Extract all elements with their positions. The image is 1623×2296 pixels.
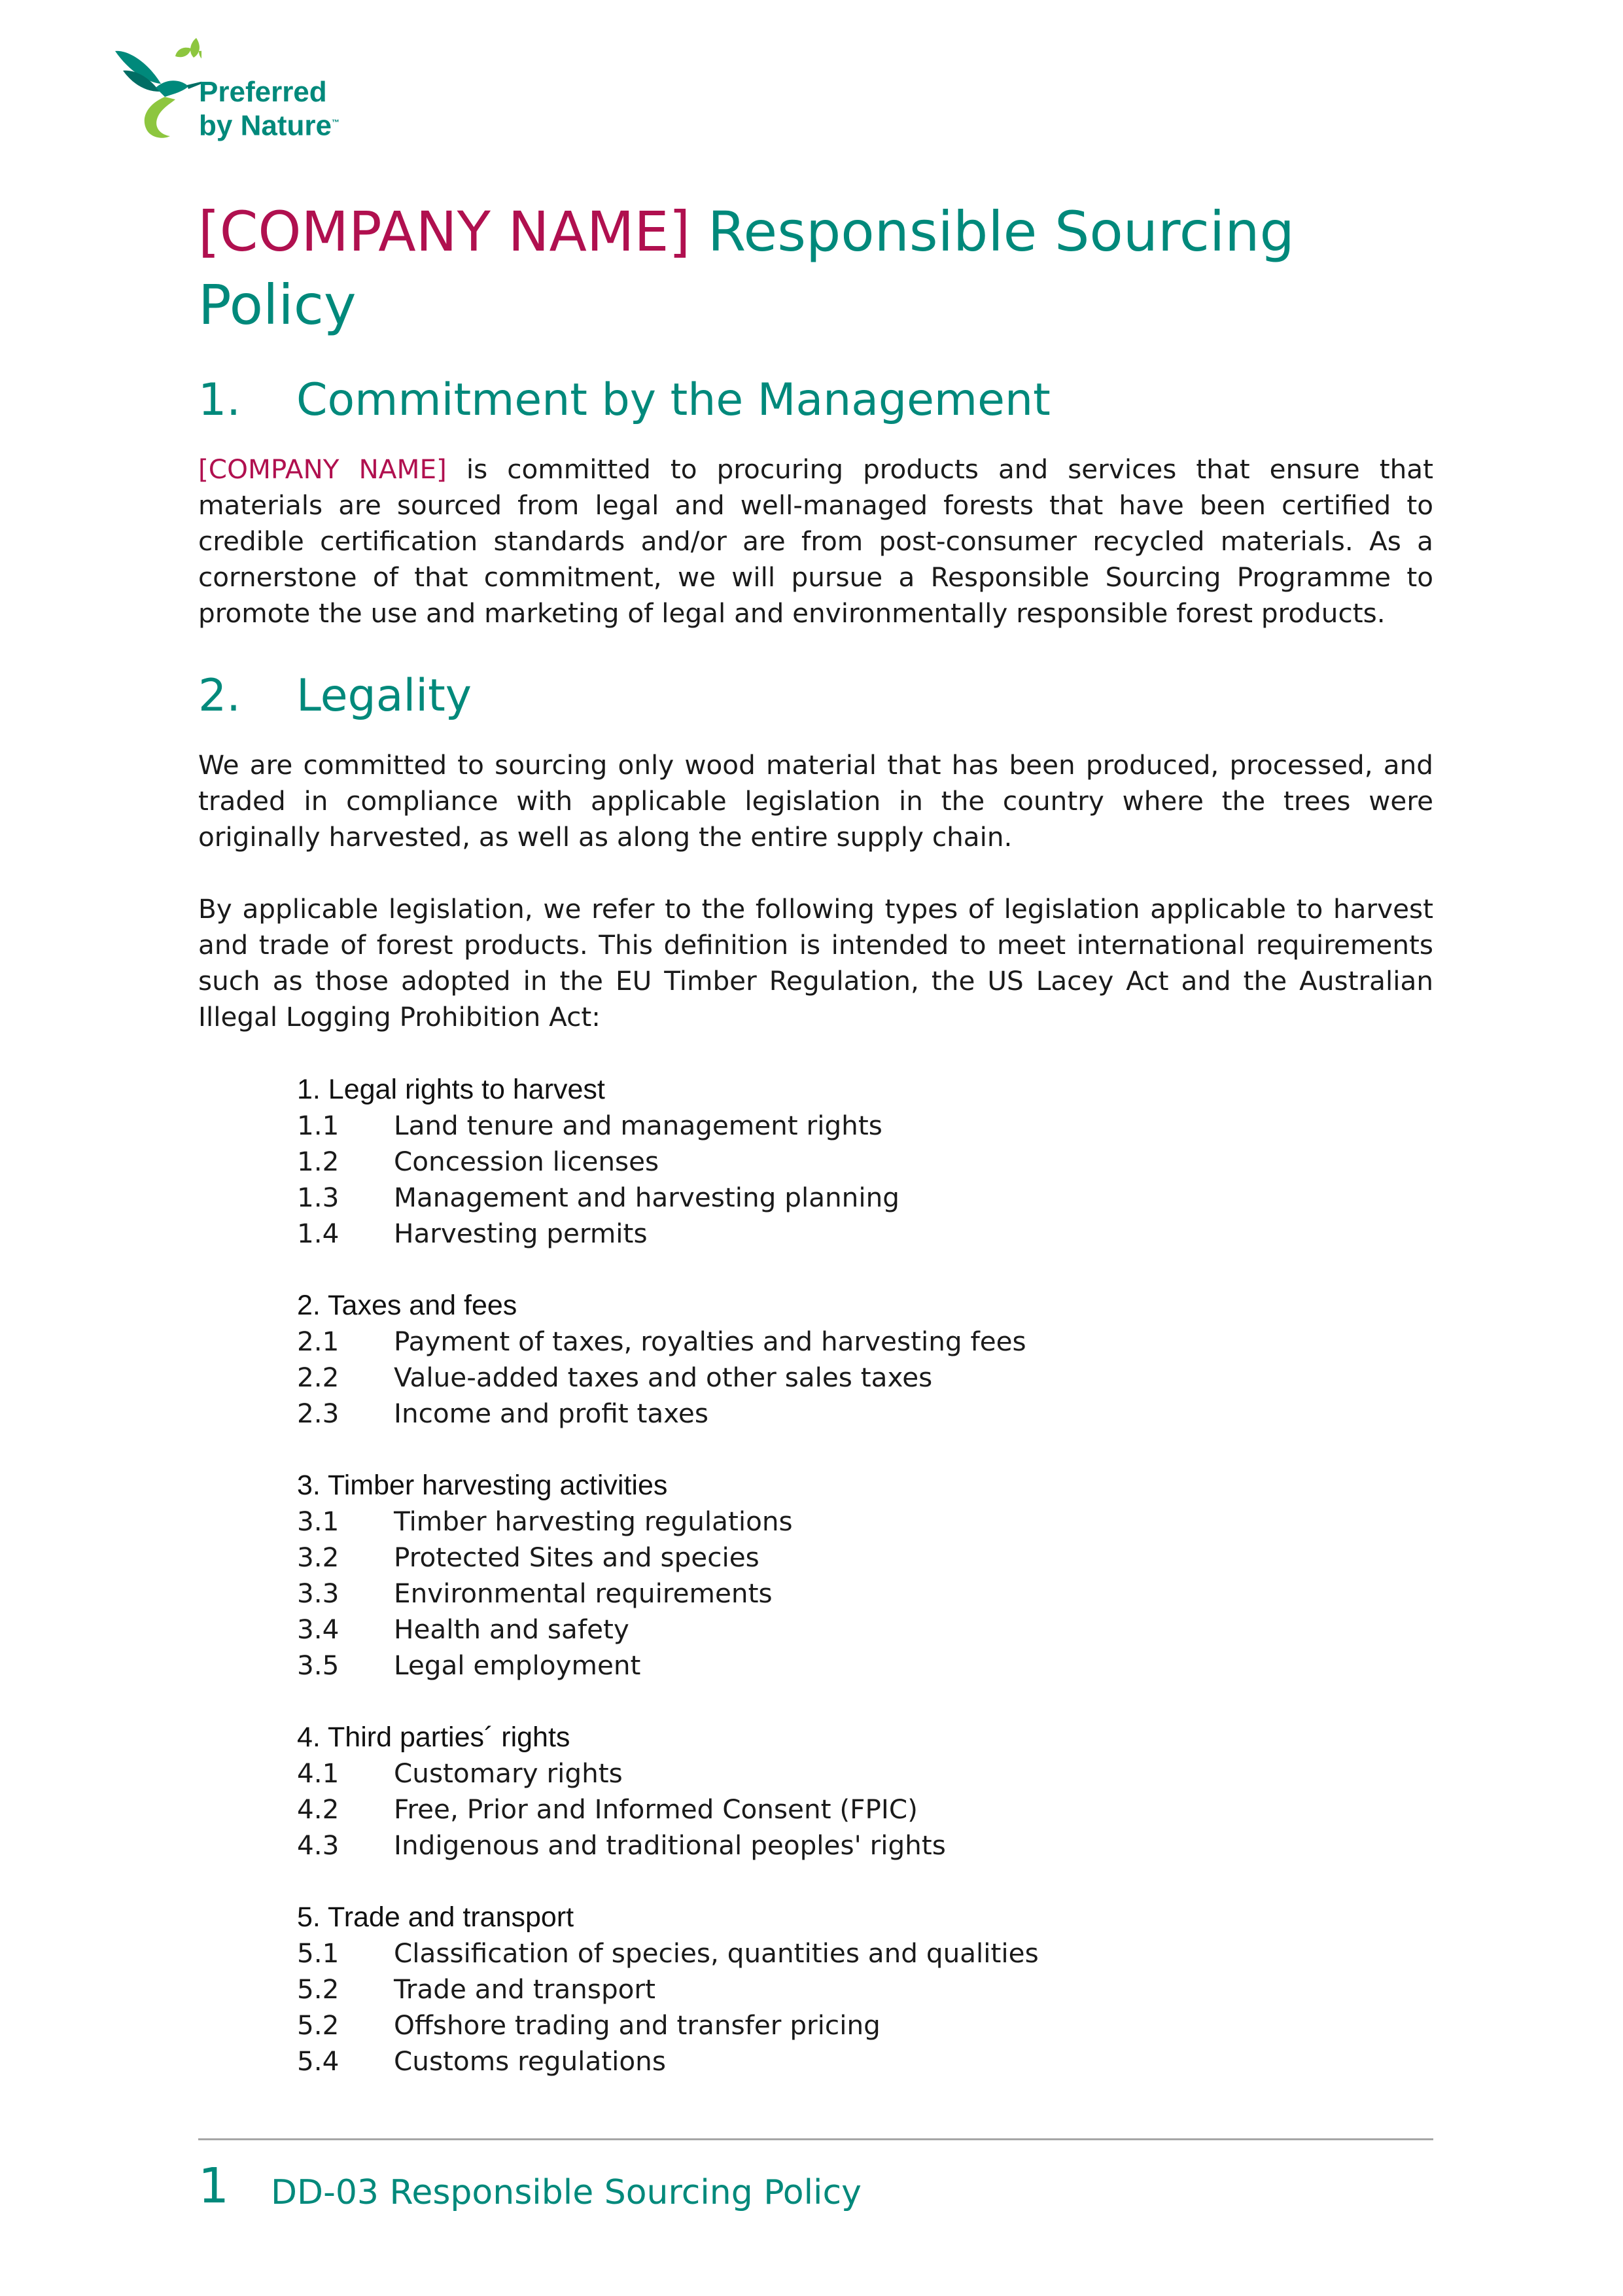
- legislation-group: [297, 1072, 1409, 1252]
- list-item: [297, 1324, 1409, 1360]
- section-heading-legality: [198, 670, 472, 722]
- legislation-group: [297, 1899, 1409, 2079]
- item-text: Land tenure and management rights: [394, 1110, 882, 1141]
- list-item: [297, 1828, 1409, 1863]
- list-item: [297, 1756, 1409, 1792]
- item-number: 4.3: [297, 1829, 340, 1861]
- item-number: 4.2: [297, 1793, 340, 1825]
- legislation-group: [297, 1288, 1409, 1432]
- footer-divider: [198, 2138, 1433, 2140]
- item-text: Offshore trading and transfer pricing: [394, 2009, 881, 2041]
- item-number: 2.3: [297, 1398, 340, 1429]
- item-number: 3.1: [297, 1506, 340, 1537]
- section-title: Commitment by the Management: [296, 374, 1051, 426]
- item-text: Customs regulations: [394, 2045, 666, 2077]
- list-item: [297, 1144, 1409, 1180]
- title-company-placeholder: [COMPANY NAME]: [198, 200, 691, 264]
- group-title: 3. Timber harvesting activities: [297, 1470, 668, 1501]
- item-text: Value-added taxes and other sales taxes: [394, 1362, 933, 1393]
- item-number: 1.1: [297, 1110, 340, 1141]
- section-number: 1.: [198, 374, 241, 426]
- list-item: [297, 1108, 1409, 1144]
- item-text: Payment of taxes, royalties and harvesting fees: [394, 1326, 1026, 1357]
- item-number: 2.2: [297, 1362, 340, 1393]
- item-number: 3.2: [297, 1542, 340, 1573]
- trademark-mark: ™: [331, 118, 340, 127]
- group-title: 5. Trade and transport: [297, 1901, 574, 1933]
- list-item: [297, 1180, 1409, 1216]
- legislation-group: [297, 1468, 1409, 1684]
- preferred-by-nature-logo: [110, 31, 358, 149]
- legislation-group: [297, 1720, 1409, 1863]
- list-item: [297, 1792, 1409, 1828]
- item-number: 1.4: [297, 1218, 340, 1249]
- list-item: [297, 1504, 1409, 1540]
- group-title: 2. Taxes and fees: [297, 1290, 517, 1321]
- logo-wordmark: [199, 77, 340, 141]
- item-text: Income and profit taxes: [394, 1398, 708, 1429]
- item-text: Free, Prior and Informed Consent (FPIC): [394, 1793, 918, 1825]
- item-text: Concession licenses: [394, 1146, 659, 1177]
- list-item: [297, 1576, 1409, 1612]
- commitment-paragraph: [198, 451, 1433, 631]
- legality-paragraph-1: We are committed to sourcing only wood material that has been produced, processed, and traded in compliance with applicable legislation in the country where the trees were originally harvested, as well as along the entire supply chain.: [198, 749, 1433, 853]
- list-item: [297, 1216, 1409, 1252]
- item-number: 5.2: [297, 1973, 340, 2005]
- item-text: Harvesting permits: [394, 1218, 648, 1249]
- item-number: 3.4: [297, 1614, 340, 1645]
- item-number: 2.1: [297, 1326, 340, 1357]
- item-number: 1.3: [297, 1182, 340, 1213]
- item-number: 4.1: [297, 1757, 340, 1789]
- item-text: Customary rights: [394, 1757, 623, 1789]
- item-text: Environmental requirements: [394, 1578, 773, 1609]
- list-item: [297, 1648, 1409, 1684]
- section-title: Legality: [296, 670, 472, 722]
- group-title: 4. Third parties´ rights: [297, 1722, 570, 1753]
- list-item: [297, 1612, 1409, 1648]
- legality-paragraph-2: By applicable legislation, we refer to the following types of legislation applicable to harvest and trade of forest products. This definition is intended to meet international requirements such as those adopted in the EU Timber Regulation, the US Lacey Act and the Australian Illegal Logging Prohibition Act:: [198, 893, 1433, 1033]
- item-text: Health and safety: [394, 1614, 629, 1645]
- title-text: Responsible Sourcing Policy: [198, 200, 1295, 337]
- item-number: 3.3: [297, 1578, 340, 1609]
- item-text: Indigenous and traditional peoples' rights: [394, 1829, 946, 1861]
- item-number: 5.4: [297, 2045, 340, 2077]
- company-placeholder: [COMPANY NAME]: [198, 453, 447, 485]
- logo-line-1: Preferred: [199, 76, 327, 108]
- hummingbird-icon: [110, 31, 201, 149]
- item-number: 3.5: [297, 1650, 340, 1681]
- list-item: [297, 1396, 1409, 1432]
- item-text: Protected Sites and species: [394, 1542, 759, 1573]
- item-number: 5.1: [297, 1937, 340, 1969]
- section-number: 2.: [198, 670, 241, 722]
- list-item: [297, 1360, 1409, 1396]
- list-item: [297, 2043, 1409, 2079]
- item-text: Trade and transport: [394, 1973, 655, 2005]
- legislation-list: [297, 1072, 1409, 2115]
- list-item: [297, 1935, 1409, 1971]
- item-text: Timber harvesting regulations: [394, 1506, 793, 1537]
- item-number: 1.2: [297, 1146, 340, 1177]
- page-title: [198, 195, 1441, 342]
- item-text: Legal employment: [394, 1650, 641, 1681]
- list-item: [297, 1971, 1409, 2007]
- section-heading-commitment: [198, 374, 1051, 427]
- list-item: [297, 2007, 1409, 2043]
- page-number: 1: [198, 2158, 230, 2214]
- commitment-text: is committed to procuring products and services that ensure that materials are sourced from legal and well-managed forests that have been certified to credible certification standards and/or are from post-consumer recycled materials. As a cornerstone of that commitment, we will pursue a Responsible Sourcing Programme to promote the use and marketing of legal and environmentally responsible forest products.: [198, 453, 1433, 629]
- item-text: Management and harvesting planning: [394, 1182, 899, 1213]
- group-title: 1. Legal rights to harvest: [297, 1074, 605, 1105]
- footer-document-title: DD-03 Responsible Sourcing Policy: [271, 2173, 862, 2212]
- item-text: Classification of species, quantities and qualities: [394, 1937, 1039, 1969]
- logo-line-2: by Nature: [199, 109, 332, 142]
- list-item: [297, 1540, 1409, 1576]
- item-number: 5.2: [297, 2009, 340, 2041]
